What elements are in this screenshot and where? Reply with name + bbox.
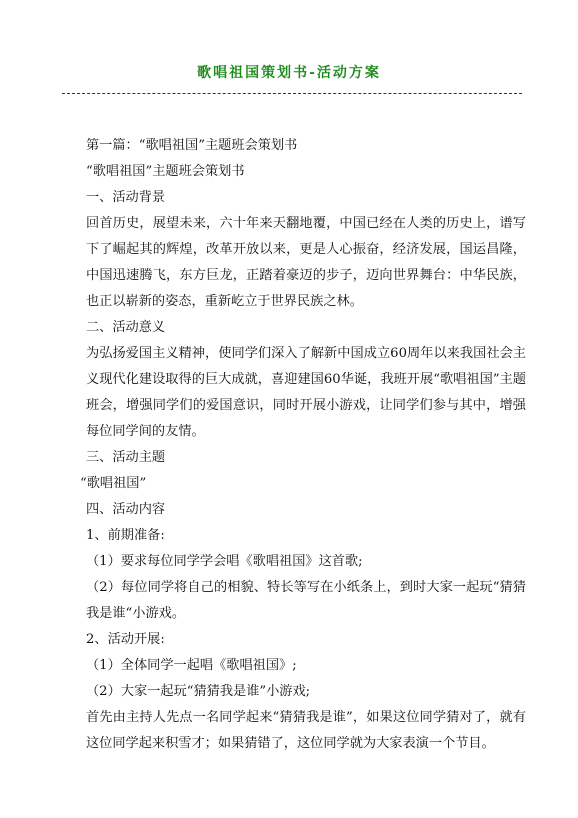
document-body [60, 133, 526, 757]
paragraph-background: 回首历史，展望未来，六十年来天翻地覆，中国已经在人类的历史上，谱写下了崛起其的辉煌，改革开放以来，更是人心振奋，经济发展，国运昌隆，中国迅速腾飞，东方巨龙，正踏着豪迈的步子，迈向世界舞台：中华民族，也正以崭新的姿态，重新屹立于世界民族之林。 [86, 216, 526, 309]
theme-text: “歌唱祖国” [80, 476, 147, 491]
section-heading-background: 一、活动背景 [86, 190, 166, 205]
subsection-activity: 2、活动开展: [86, 632, 165, 647]
list-item-prep-2: （2）每位同学将自己的相貌、特长等写在小纸条上，到时大家一起玩“猜猜我是谁“小游戏。 [86, 580, 526, 621]
list-item-prep-1: （1）要求每位同学学会唱《歌唱祖国》这首歌; [86, 554, 363, 569]
paragraph-significance: 为弘扬爱国主义精神，使同学们深入了解新中国成立60周年以来我国社会主义现代化建设取得的巨大成就，喜迎建国60华诞，我班开展“歌唱祖国”主题班会，增强同学们的爱国意识，同时开展小游戏，让同学们参与其中，增强每位同学间的友情。 [86, 346, 526, 439]
section-heading-significance: 二、活动意义 [86, 320, 166, 335]
list-item-activity-2: （2）大家一起玩“猜猜我是谁”小游戏; [86, 684, 311, 699]
section-heading-theme: 三、活动主题 [86, 450, 166, 465]
document-title: 歌唱祖国策划书-活动方案 [197, 65, 381, 81]
chapter-heading: 第一篇：“歌唱祖国”主题班会策划书 [86, 138, 298, 153]
section-heading-content: 四、活动内容 [86, 502, 166, 517]
paragraph-game-rules: 首先由主持人先点一名同学起来“猜猜我是谁”，如果这位同学猜对了，就有这位同学起来积雪才；如果猜错了，这位同学就为大家表演一个节目。 [86, 710, 526, 751]
dashed-divider [62, 93, 522, 94]
subtitle: “歌唱祖国”主题班会策划书 [86, 164, 245, 179]
list-item-activity-1: （1）全体同学一起唱《歌唱祖国》; [86, 658, 297, 673]
subsection-preparation: 1、前期准备: [86, 528, 165, 543]
